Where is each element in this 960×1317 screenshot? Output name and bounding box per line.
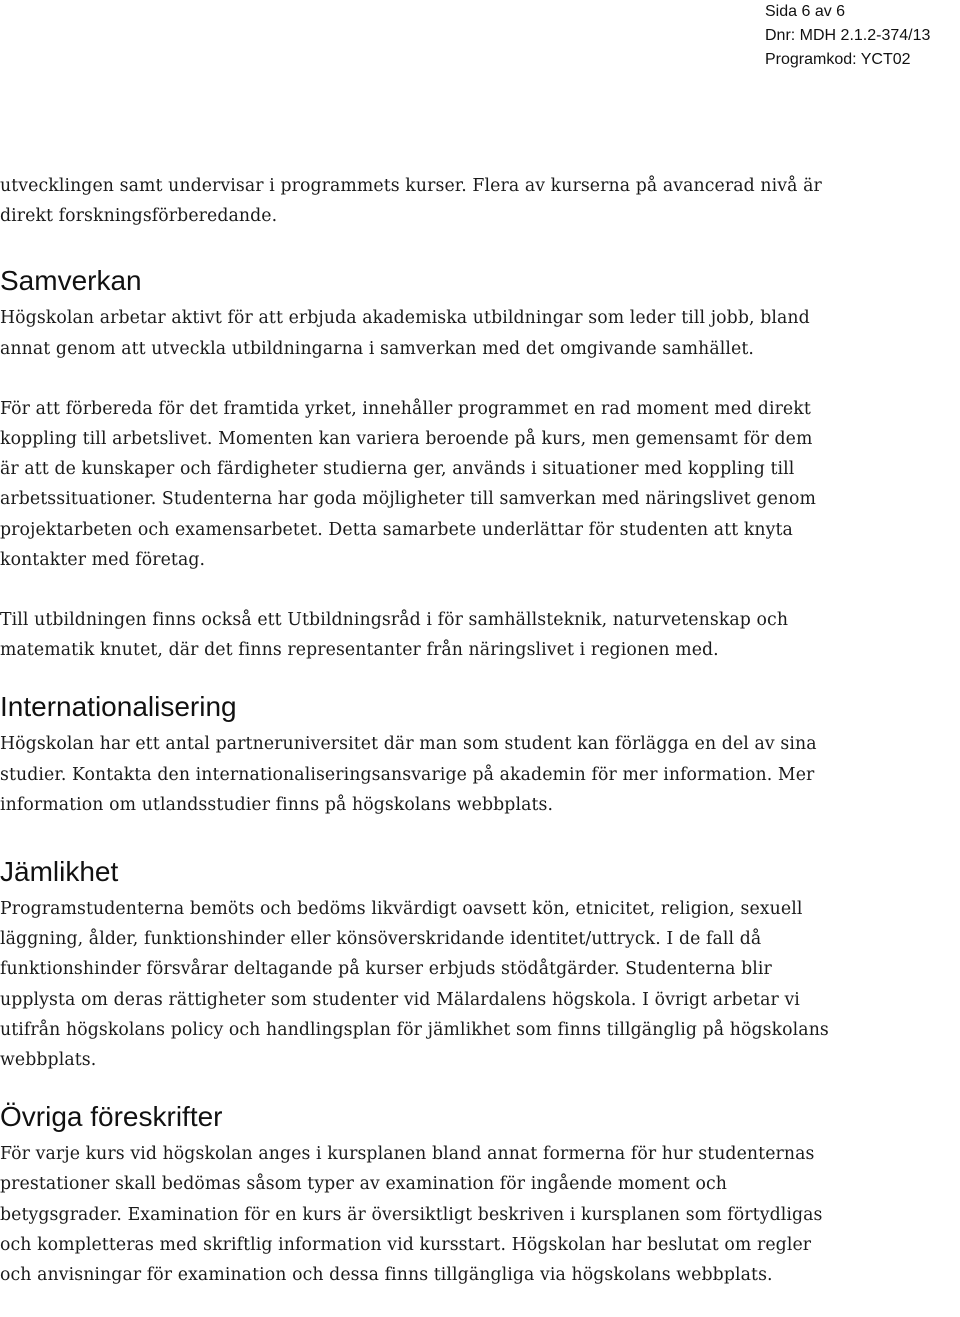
text-line: studier. Kontakta den internationaliseringsansvarige på akademin för mer information. Mer — [0, 764, 815, 785]
text-line: är att de kunskaper och färdigheter studierna ger, används i situationer med koppling till — [0, 459, 795, 480]
page-header — [765, 0, 930, 72]
section-heading-samverkan: Samverkan — [0, 265, 142, 297]
text-line: matematik knutet, där det finns representanter från näringslivet i regionen med. — [0, 640, 719, 661]
text-line: Till utbildningen finns också ett Utbildningsråd i för samhällsteknik, naturvetenskap och — [0, 610, 789, 631]
samverkan-paragraph-1 — [0, 303, 960, 363]
text-line: och anvisningar för examination och dessa finns tillgängliga via högskolans webbplats. — [0, 1265, 773, 1286]
text-line: funktionshinder försvårar deltagande på kurser erbjuds stödåtgärder. Studenterna blir — [0, 959, 772, 980]
text-line: Högskolan arbetar aktivt för att erbjuda akademiska utbildningar som leder till jobb, bland — [0, 308, 810, 329]
intro-paragraph — [0, 171, 960, 231]
text-line: utvecklingen samt undervisar i programmets kurser. Flera av kurserna på avancerad nivå är — [0, 176, 822, 196]
text-line: För att förbereda för det framtida yrket, innehåller programmet en rad moment med direkt — [0, 398, 811, 419]
text-line: webbplats. — [0, 1050, 97, 1071]
program-code: Programkod: YCT02 — [765, 51, 911, 68]
page-number: Sida 6 av 6 — [765, 3, 846, 20]
text-line: arbetssituationer. Studenterna har goda möjligheter till samverkan med näringslivet genom — [0, 489, 817, 510]
text-line: För varje kurs vid högskolan anges i kursplanen bland annat formerna för hur studenternas — [0, 1144, 815, 1165]
ovriga-paragraph — [0, 1139, 960, 1290]
text-line: koppling till arbetslivet. Momenten kan variera beroende på kurs, men gemensamt för dem — [0, 429, 813, 450]
section-heading-internationalisering: Internationalisering — [0, 691, 237, 723]
text-line: läggning, ålder, funktionshinder eller könsöverskridande identitet/uttryck. I de fall då — [0, 929, 762, 950]
document-body — [0, 171, 960, 1290]
jamlikhet-paragraph — [0, 894, 960, 1075]
document-number: Dnr: MDH 2.1.2-374/13 — [765, 27, 931, 44]
text-line: betygsgrader. Examination för en kurs är översiktligt beskriven i kursplanen som förtydligas — [0, 1204, 823, 1225]
samverkan-paragraph-3 — [0, 605, 960, 665]
text-line: upplysta om deras rättigheter som studenter vid Mälardalens högskola. I övrigt arbetar vi — [0, 989, 800, 1010]
text-line: och kompletteras med skriftlig information vid kursstart. Högskolan har beslutat om regler — [0, 1234, 812, 1255]
section-heading-ovriga-foreskrifter: Övriga föreskrifter — [0, 1101, 223, 1133]
text-line: utifrån högskolans policy och handlingsplan för jämlikhet som finns tillgänglig på högskolans — [0, 1019, 829, 1040]
text-line: information om utlandsstudier finns på högskolans webbplats. — [0, 794, 554, 815]
text-line: Högskolan har ett antal partneruniversitet där man som student kan förlägga en del av sina — [0, 734, 817, 755]
internationalisering-paragraph — [0, 729, 960, 820]
text-line: Programstudenterna bemöts och bedöms likvärdigt oavsett kön, etnicitet, religion, sexuell — [0, 899, 803, 920]
text-line: annat genom att utveckla utbildningarna i samverkan med det omgivande samhället. — [0, 338, 755, 359]
text-line: kontakter med företag. — [0, 549, 206, 570]
text-line: direkt forskningsförberedande. — [0, 206, 278, 227]
samverkan-paragraph-2 — [0, 394, 960, 575]
text-line: projektarbeten och examensarbetet. Detta samarbete underlättar för studenten att knyta — [0, 519, 793, 540]
text-line: prestationer skall bedömas såsom typer av examination för ingående moment och — [0, 1174, 728, 1195]
section-heading-jamlikhet: Jämlikhet — [0, 856, 119, 888]
